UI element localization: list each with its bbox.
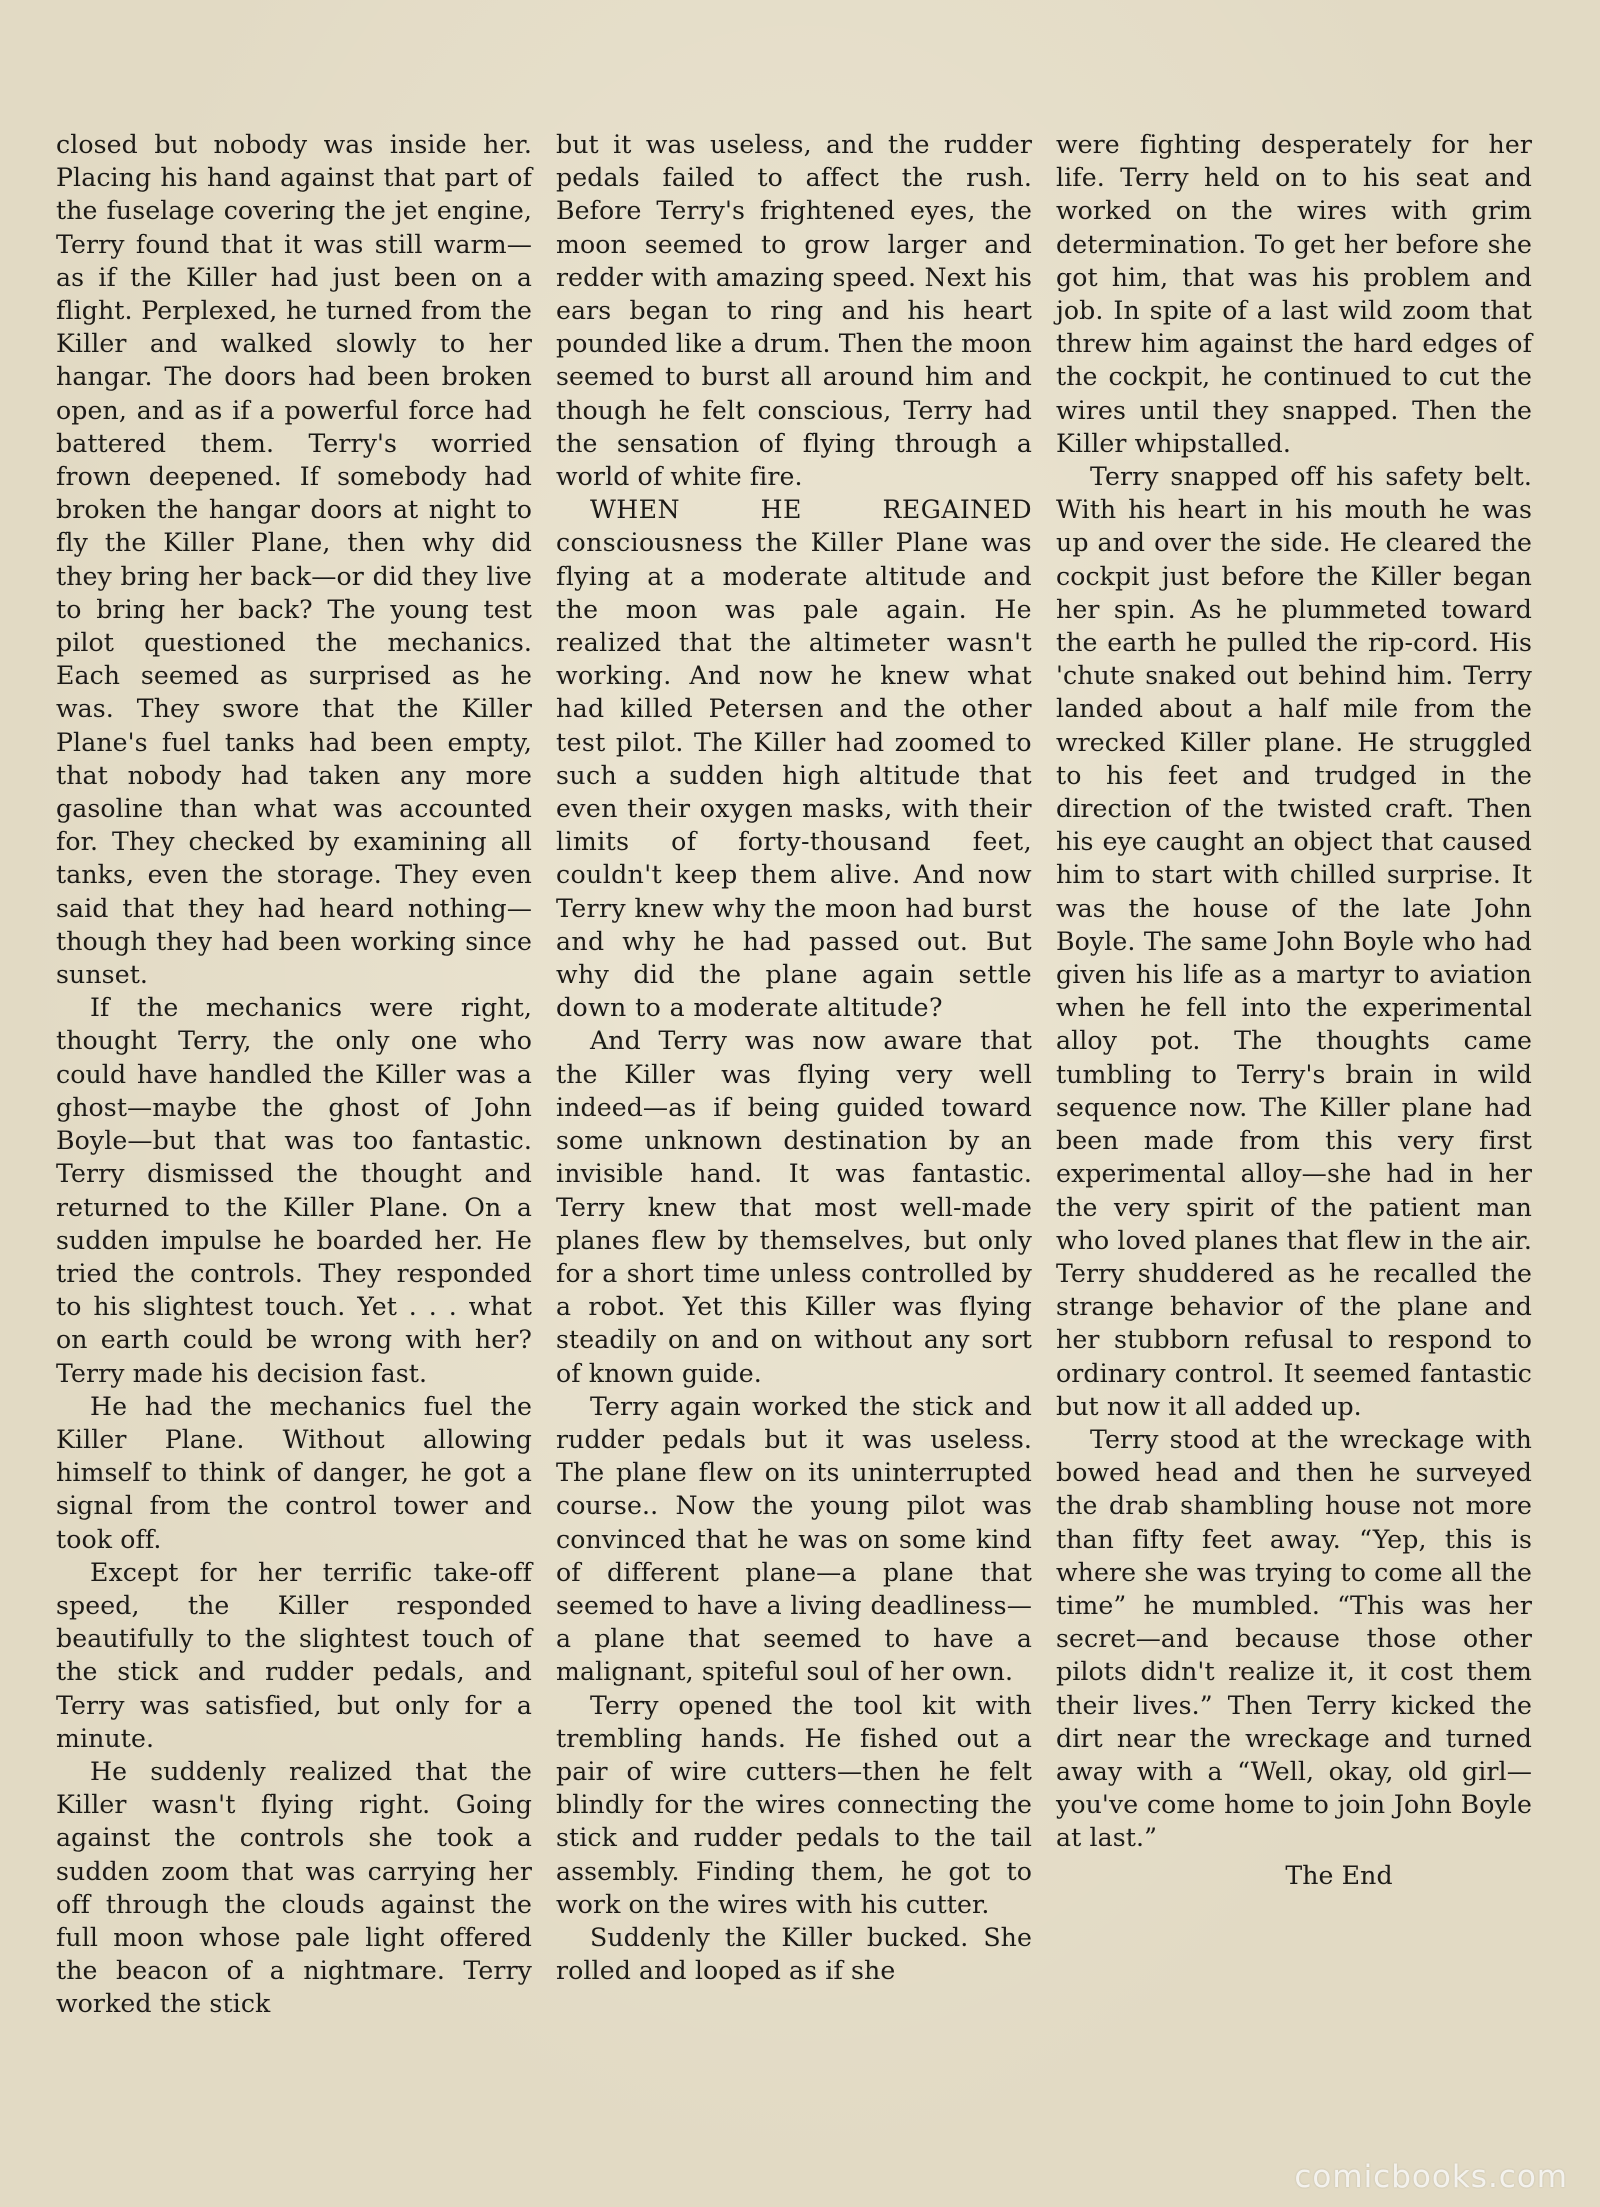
paragraph: Terry again worked the stick and rudder pedals but it was useless. The plane flew on its uninterrupted course.. Now the young pilot was convinced that he was on some kind of different plane—a plane that seemed to have a living deadliness—a plane that seemed to have a malignant, spiteful soul of her own. — [556, 1391, 1032, 1687]
paragraph: He had the mechanics fuel the Killer Plane. Without allowing himself to think of danger, he got a signal from the control tower and took off. — [56, 1391, 532, 1554]
paragraph: Terry opened the tool kit with trembling hands. He fished out a pair of wire cutters—then he felt blindly for the wires connecting the stick and rudder pedals to the tail assembly. Finding them, he got to work on the wires with his cutter. — [556, 1690, 1032, 1919]
paragraph: but it was useless, and the rudder pedals failed to affect the rush. Before Terry's frightened eyes, the moon seemed to grow larger and redder with amazing speed. Next his ears began to ring and his heart pounded like a drum. Then the moon seemed to burst all around him and though he felt conscious, Terry had the sensation of flying through a world of white fire. — [556, 130, 1032, 492]
text-column-1 — [56, 128, 532, 2021]
paragraph: If the mechanics were right, thought Terry, the only one who could have handled the Killer was a ghost—maybe the ghost of John Boyle—but that was too fantastic. Terry dismissed the thought and returned to the Killer Plane. On a sudden impulse he boarded her. He tried the controls. They responded to his slightest touch. Yet . . . what on earth could be wrong with her? Terry made his decision fast. — [56, 993, 532, 1388]
paragraph: Except for her terrific take-off speed, the Killer responded beautifully to the slightest touch of the stick and rudder pedals, and Terry was satisfied, but only for a minute. — [56, 1557, 532, 1753]
paragraph: Terry snapped off his safety belt. With his heart in his mouth he was up and over the side. He cleared the cockpit just before the Killer began her spin. As he plummeted toward the earth he pulled the rip-cord. His 'chute snaked out behind him. Terry landed about a half mile from the wrecked Killer plane. He struggled to his feet and trudged in the direction of the twisted craft. Then his eye caught an object that caused him to start with chilled surprise. It was the house of the late John Boyle. The same John Boyle who had given his life as a martyr to aviation when he fell into the experimental alloy pot. The thoughts came tumbling to Terry's brain in wild sequence now. The Killer plane had been made from this very first experimental alloy—she had in her the very spirit of the patient man who loved planes that flew in the air. Terry shuddered as he recalled the strange behavior of the plane and her stubborn refusal to respond to ordinary control. It seemed fantastic but now it all added up. — [1056, 462, 1532, 1421]
paragraph: were fighting desperately for her life. Terry held on to his seat and worked on the wires with grim determination. To get her before she got him, that was his problem and job. In spite of a last wild zoom that threw him against the hard edges of the cockpit, he continued to cut the wires until they snapped. Then the Killer whipstalled. — [1056, 130, 1532, 458]
paragraph: He suddenly realized that the Killer wasn't flying right. Going against the controls she took a sudden zoom that was carrying her off through the clouds against the full moon whose pale light offered the beacon of a nightmare. Terry worked the stick — [56, 1756, 532, 2019]
paragraph: And Terry was now aware that the Killer was flying very well indeed—as if being guided toward some unknown destination by an invisible hand. It was fantastic. Terry knew that most well-made planes flew by themselves, but only for a short time unless controlled by a robot. Yet this Killer was flying steadily on and on without any sort of known guide. — [556, 1026, 1032, 1388]
text-column-3 — [1056, 128, 1532, 1892]
section-lead-paragraph: WHEN HE REGAINED consciousness the Killer Plane was flying at a moderate altitude and the moon was pale again. He realized that the altimeter wasn't working. And now he knew what had killed Petersen and the other test pilot. The Killer had zoomed to such a sudden high altitude that even their oxygen masks, with their limits of forty-thousand feet, couldn't keep them alive. And now Terry knew why the moon had burst and why he had passed out. But why did the plane again settle down to a moderate altitude? — [556, 495, 1032, 1023]
the-end-label: The End — [1285, 1860, 1393, 1890]
paragraph: closed but nobody was inside her. Placing his hand against that part of the fuselage covering the jet engine, Terry found that it was still warm—as if the Killer had just been on a flight. Perplexed, he turned from the Killer and walked slowly to her hangar. The doors had been broken open, and as if a powerful force had battered them. Terry's worried frown deepened. If somebody had broken the hangar doors at night to fly the Killer Plane, then why did they bring her back—or did they live to bring her back? The young test pilot questioned the mechanics. Each seemed as surprised as he was. They swore that the Killer Plane's fuel tanks had been empty, that nobody had taken any more gasoline than what was accounted for. They checked by examining all tanks, even the storage. They even said that they had heard nothing—though they had been working since sunset. — [56, 130, 532, 990]
paragraph: Suddenly the Killer bucked. She rolled and looped as if she — [556, 1922, 1032, 1986]
site-watermark: comicbooks.com — [1294, 2159, 1568, 2195]
paragraph: Terry stood at the wreckage with bowed head and then he surveyed the drab shambling house not more than fifty feet away. “Yep, this is where she was trying to come all the time” he mumbled. “This was her secret—and because those other pilots didn't realize it, it cost them their lives.” Then Terry kicked the dirt near the wreckage and turned away with a “Well, okay, old girl—you've come home to join John Boyle at last.” — [1056, 1424, 1532, 1853]
text-column-2 — [556, 128, 1032, 1987]
